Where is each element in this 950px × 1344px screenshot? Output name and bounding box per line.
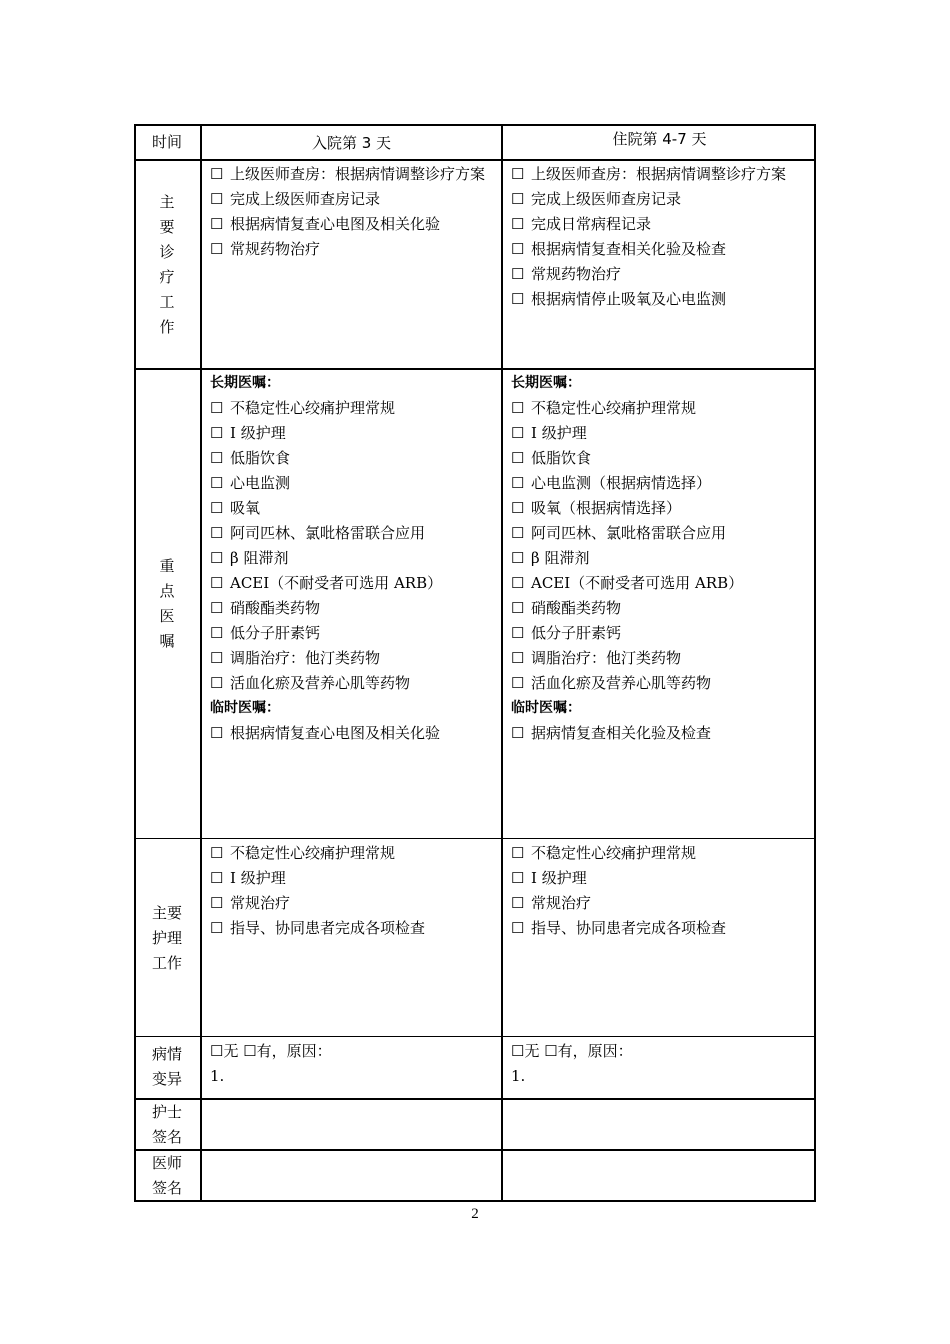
row-divider [134, 838, 816, 839]
checklist-item[interactable] [210, 471, 498, 496]
checklist-item[interactable] [210, 721, 498, 746]
label-char: 诊 [159, 243, 175, 261]
checkbox-icon[interactable]: ☐ [511, 165, 525, 183]
checkbox-icon[interactable]: ☐ [511, 624, 525, 642]
checklist-item[interactable] [511, 212, 811, 237]
nurse-sign-label [134, 1100, 200, 1150]
checkbox-icon[interactable]: ☐ [210, 649, 224, 667]
checklist-item[interactable] [511, 446, 811, 471]
long-term-orders-heading: 长期医嘱： [210, 375, 280, 391]
checkbox-icon[interactable]: ☐ [210, 574, 224, 592]
checkbox-icon[interactable]: ☐ [511, 919, 525, 937]
label-line: 签名 [151, 1128, 182, 1146]
diagnosis-day3-cell [210, 162, 498, 262]
label-char: 主 [159, 193, 175, 211]
checklist-item[interactable] [511, 571, 811, 596]
item-text: ACEI（不耐受者可选用 ARB） [531, 574, 744, 592]
page-number: 2 [471, 1206, 479, 1222]
checkbox-icon[interactable]: ☐ [511, 424, 525, 442]
item-text: 指导、协同患者完成各项检查 [531, 919, 727, 937]
item-text: 阿司匹林、氯吡格雷联合应用 [531, 524, 727, 542]
checkbox-icon[interactable]: ☐ [511, 499, 525, 517]
checkbox-icon[interactable]: ☐ [511, 549, 525, 567]
checklist-item[interactable] [511, 237, 811, 262]
item-text: 调脂治疗：他汀类药物 [531, 649, 682, 667]
item-text: 心电监测（根据病情选择） [531, 474, 712, 492]
label-char: 重 [159, 557, 175, 575]
checklist-item[interactable] [511, 546, 811, 571]
item-text: 硝酸酯类药物 [531, 599, 622, 617]
item-text: Ⅰ 级护理 [531, 869, 587, 887]
item-text: 指导、协同患者完成各项检查 [230, 919, 426, 937]
checkbox-icon[interactable]: ☐ [511, 844, 525, 862]
checkbox-icon[interactable]: ☐ [511, 215, 525, 233]
checklist-item[interactable] [210, 546, 498, 571]
item-text: 不稳定性心绞痛护理常规 [531, 844, 697, 862]
checklist-item[interactable] [511, 891, 811, 916]
checkbox-icon[interactable]: ☐ [511, 894, 525, 912]
item-text: 硝酸酯类药物 [230, 599, 321, 617]
checklist-item[interactable] [511, 621, 811, 646]
temporary-orders-heading: 临时医嘱： [511, 700, 581, 716]
checkbox-icon[interactable]: ☐ [511, 674, 525, 692]
label-line: 主要 [151, 904, 182, 922]
item-text: 常规药物治疗 [531, 265, 622, 283]
label-line: 护士 [151, 1103, 182, 1121]
checklist-item[interactable] [511, 162, 811, 187]
variance-reason-1[interactable]: 1. [511, 1067, 526, 1085]
item-text: 常规治疗 [230, 894, 291, 912]
checkbox-icon[interactable]: ☐ [511, 265, 525, 283]
label-char: 嘱 [159, 632, 175, 650]
item-text: 据病情复查相关化验及检查 [531, 724, 712, 742]
checklist-item[interactable] [210, 521, 498, 546]
checklist-item[interactable] [511, 396, 811, 421]
checkbox-icon[interactable]: ☐ [511, 869, 525, 887]
item-text: β 阻滞剂 [531, 549, 590, 567]
item-text: 低分子肝素钙 [531, 624, 622, 642]
orders-day3-cell [210, 371, 498, 746]
label-line: 护理 [151, 929, 182, 947]
item-text: 不稳定性心绞痛护理常规 [230, 844, 396, 862]
variance-options[interactable]: ☐无 ☐有，原因： [511, 1042, 633, 1060]
checklist-item[interactable] [210, 891, 498, 916]
checkbox-icon[interactable]: ☐ [210, 549, 224, 567]
nursing-day4-7-cell [511, 841, 811, 941]
variance-row-label [134, 1042, 200, 1092]
checklist-item[interactable] [210, 162, 498, 187]
item-text: 吸氧（根据病情选择） [531, 499, 682, 517]
label-char: 工 [159, 293, 175, 311]
variance-reason-1[interactable]: 1. [210, 1067, 225, 1085]
item-text: 常规药物治疗 [230, 240, 321, 258]
checkbox-icon[interactable]: ☐ [511, 290, 525, 308]
item-text: 上级医师查房：根据病情调整诊疗方案 [230, 165, 486, 183]
checkbox-icon[interactable]: ☐ [210, 599, 224, 617]
item-text: 低脂饮食 [531, 449, 592, 467]
item-text: 不稳定性心绞痛护理常规 [531, 399, 697, 417]
checkbox-icon[interactable]: ☐ [210, 724, 224, 742]
checkbox-icon[interactable]: ☐ [210, 190, 224, 208]
label-char: 要 [159, 218, 175, 236]
item-text: 上级医师查房：根据病情调整诊疗方案 [531, 165, 787, 183]
item-text: 调脂治疗：他汀类药物 [230, 649, 381, 667]
checkbox-icon[interactable]: ☐ [511, 399, 525, 417]
checkbox-icon[interactable]: ☐ [210, 919, 224, 937]
item-text: 常规治疗 [531, 894, 592, 912]
checklist-item[interactable] [210, 237, 498, 262]
item-text: 完成上级医师查房记录 [531, 190, 682, 208]
checklist-item[interactable] [511, 596, 811, 621]
checkbox-icon[interactable]: ☐ [511, 599, 525, 617]
checkbox-icon[interactable]: ☐ [210, 894, 224, 912]
checklist-item[interactable] [210, 916, 498, 941]
checkbox-icon[interactable]: ☐ [210, 524, 224, 542]
item-text: 根据病情复查相关化验及检查 [531, 240, 727, 258]
variance-day4-7-cell [511, 1039, 811, 1089]
checkbox-icon[interactable]: ☐ [511, 190, 525, 208]
checkbox-icon[interactable]: ☐ [210, 869, 224, 887]
label-line: 医师 [151, 1154, 182, 1172]
checkbox-icon[interactable]: ☐ [210, 215, 224, 233]
checkbox-icon[interactable]: ☐ [511, 524, 525, 542]
checkbox-icon[interactable]: ☐ [511, 724, 525, 742]
checklist-item[interactable] [511, 866, 811, 891]
checklist-item[interactable] [210, 841, 498, 866]
checklist-item[interactable] [511, 287, 811, 312]
row-divider [134, 368, 816, 370]
row-divider [134, 159, 816, 161]
variance-options[interactable]: ☐无 ☐有，原因： [210, 1042, 332, 1060]
checklist-item[interactable] [511, 721, 811, 746]
checkbox-icon[interactable]: ☐ [210, 674, 224, 692]
day3-header: 入院第 3 天 [311, 134, 392, 152]
checklist-item[interactable] [210, 446, 498, 471]
nurse-sign-day3-field[interactable] [202, 1100, 500, 1148]
item-text: β 阻滞剂 [230, 549, 289, 567]
checklist-item[interactable] [511, 471, 811, 496]
time-header: 时间 [151, 133, 182, 151]
col-divider [501, 124, 503, 1202]
checklist-item[interactable] [210, 496, 498, 521]
checkbox-icon[interactable]: ☐ [511, 574, 525, 592]
temporary-orders-heading: 临时医嘱： [210, 700, 280, 716]
checklist-item[interactable] [511, 521, 811, 546]
nursing-row-label [134, 901, 200, 976]
checklist-item[interactable] [210, 396, 498, 421]
checklist-item[interactable] [210, 646, 498, 671]
checklist-item[interactable] [210, 187, 498, 212]
item-text: 不稳定性心绞痛护理常规 [230, 399, 396, 417]
item-text: 低脂饮食 [230, 449, 291, 467]
checkbox-icon[interactable]: ☐ [210, 240, 224, 258]
checkbox-icon[interactable]: ☐ [210, 844, 224, 862]
checkbox-icon[interactable]: ☐ [210, 474, 224, 492]
doctor-sign-day4-7-field[interactable] [503, 1151, 813, 1199]
item-text: 阿司匹林、氯吡格雷联合应用 [230, 524, 426, 542]
item-text: 完成日常病程记录 [531, 215, 652, 233]
item-text: 活血化瘀及营养心肌等药物 [230, 674, 411, 692]
label-line: 签名 [151, 1179, 182, 1197]
item-text: 活血化瘀及营养心肌等药物 [531, 674, 712, 692]
item-text: Ⅰ 级护理 [230, 424, 286, 442]
checklist-item[interactable] [210, 596, 498, 621]
checkbox-icon[interactable]: ☐ [210, 624, 224, 642]
checkbox-icon[interactable]: ☐ [210, 499, 224, 517]
item-text: 低分子肝素钙 [230, 624, 321, 642]
checklist-item[interactable] [210, 671, 498, 696]
item-text: ACEI（不耐受者可选用 ARB） [230, 574, 443, 592]
item-text: Ⅰ 级护理 [230, 869, 286, 887]
label-line: 变异 [151, 1070, 182, 1088]
checklist-item[interactable] [511, 421, 811, 446]
checklist-item[interactable] [511, 496, 811, 521]
diagnosis-day4-7-cell [511, 162, 811, 312]
long-term-orders-heading: 长期医嘱： [511, 375, 581, 391]
checkbox-icon[interactable]: ☐ [210, 165, 224, 183]
label-line: 病情 [151, 1045, 182, 1063]
label-char: 医 [159, 607, 175, 625]
checklist-item[interactable] [210, 866, 498, 891]
label-line: 工作 [151, 954, 182, 972]
checklist-item[interactable] [210, 212, 498, 237]
doctor-sign-day3-field[interactable] [202, 1151, 500, 1199]
label-char: 疗 [159, 268, 175, 286]
orders-row-label [134, 554, 200, 654]
checkbox-icon[interactable]: ☐ [210, 424, 224, 442]
col-divider [200, 124, 202, 1202]
checkbox-icon[interactable]: ☐ [210, 449, 224, 467]
nursing-day3-cell [210, 841, 498, 941]
doctor-sign-label [134, 1151, 200, 1201]
item-text: 心电监测 [230, 474, 291, 492]
nurse-sign-day4-7-field[interactable] [503, 1100, 813, 1148]
item-text: 根据病情停止吸氧及心电监测 [531, 290, 727, 308]
checklist-item[interactable] [210, 571, 498, 596]
row-divider [134, 1036, 816, 1037]
label-char: 作 [159, 318, 175, 336]
checklist-item[interactable] [511, 262, 811, 287]
clinical-pathway-table [134, 124, 816, 1202]
item-text: 吸氧 [230, 499, 261, 517]
checklist-item[interactable] [511, 646, 811, 671]
checkbox-icon[interactable]: ☐ [511, 240, 525, 258]
orders-day4-7-cell [511, 371, 811, 746]
checklist-item[interactable] [511, 671, 811, 696]
checklist-item[interactable] [511, 187, 811, 212]
checkbox-icon[interactable]: ☐ [511, 474, 525, 492]
item-text: 根据病情复查心电图及相关化验 [230, 724, 441, 742]
checkbox-icon[interactable]: ☐ [210, 399, 224, 417]
label-char: 点 [159, 582, 175, 600]
item-text: Ⅰ 级护理 [531, 424, 587, 442]
checkbox-icon[interactable]: ☐ [511, 649, 525, 667]
item-text: 根据病情复查心电图及相关化验 [230, 215, 441, 233]
day4-7-header: 住院第 4-7 天 [612, 130, 707, 148]
variance-day3-cell [210, 1039, 498, 1089]
checkbox-icon[interactable]: ☐ [511, 449, 525, 467]
checklist-item[interactable] [210, 421, 498, 446]
item-text: 完成上级医师查房记录 [230, 190, 381, 208]
diagnosis-row-label [134, 190, 200, 340]
checklist-item[interactable] [511, 841, 811, 866]
checklist-item[interactable] [210, 621, 498, 646]
checklist-item[interactable] [511, 916, 811, 941]
